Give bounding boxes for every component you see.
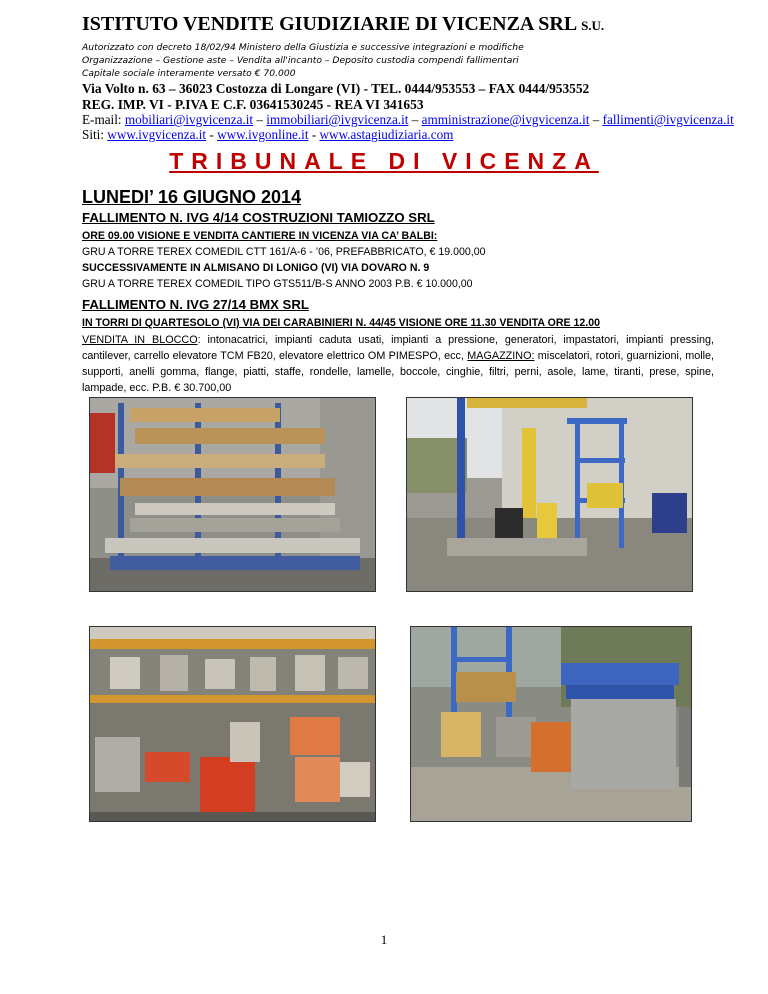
block-sale-items: : intonacatrici, impianti caduta usati, impianti a pressione, generatori, impastatori, impianti pressing, cantilever, carrello elevatore TCM FB20, elevatore elettrico OM PIMESPO, ecc, bbox=[82, 334, 714, 363]
lot1-title: FALLIMENTO N. IVG 4/14 COSTRUZIONI TAMIOZZO SRL bbox=[82, 210, 435, 225]
warehouse-label: MAGAZZINO: bbox=[467, 350, 535, 363]
capital-line: Capitale sociale interamente versato € 70.000 bbox=[82, 68, 296, 79]
block-sale-label: VENDITA IN BLOCCO bbox=[82, 334, 198, 346]
photo-outdoor-pallets bbox=[410, 626, 692, 822]
registry-line: REG. IMP. VI - P.IVA E C.F. 03641530245 - REA VI 341653 bbox=[82, 97, 424, 112]
photo-outdoor-pallets-image bbox=[411, 627, 691, 821]
site-separator: - bbox=[308, 127, 320, 142]
court-heading-text: TRIBUNALE DI VICENZA bbox=[169, 148, 599, 174]
lot2-title: FALLIMENTO N. IVG 27/14 BMX SRL bbox=[82, 297, 309, 312]
lot2-location: IN TORRI DI QUARTESOLO (VI) VIA DEI CARABINIERI N. 44/45 VISIONE ORE 11.30 VENDITA ORE 12.00 bbox=[82, 317, 601, 329]
site-link-ivgvicenza[interactable]: www.ivgvicenza.it bbox=[107, 127, 207, 142]
email-link-mobiliari[interactable]: mobiliari@ivgvicenza.it bbox=[124, 112, 254, 127]
site-link-astagiudiziaria[interactable]: www.astagiudiziaria.com bbox=[319, 127, 454, 142]
lot2-description bbox=[82, 332, 714, 396]
sites-line bbox=[82, 127, 453, 143]
photo-cantilever-racks bbox=[89, 397, 376, 592]
lot1-second-location: SUCCESSIVAMENTE IN ALMISANO DI LONIGO (VI) VIA DOVARO N. 9 bbox=[82, 262, 430, 274]
address-line: Via Volto n. 63 – 36023 Costozza di Longare (VI) - TEL. 0444/953553 – FAX 0444/953552 bbox=[82, 81, 590, 96]
email-link-amministrazione[interactable]: amministrazione@ivgvicenza.it bbox=[421, 112, 590, 127]
company-name-text: ISTITUTO VENDITE GIUDIZIARIE DI VICENZA SRL bbox=[82, 13, 577, 35]
page-number: 1 bbox=[380, 932, 388, 947]
photo-shelves-mixers bbox=[89, 626, 376, 822]
auction-date: LUNEDI’ 16 GIUGNO 2014 bbox=[82, 187, 302, 207]
email-link-fallimenti[interactable]: fallimenti@ivgvicenza.it bbox=[602, 112, 734, 127]
email-separator: – bbox=[253, 112, 267, 127]
email-line bbox=[82, 112, 734, 128]
lot1-visit-line: ORE 09.00 VISIONE E VENDITA CANTIERE IN VICENZA VIA CA’ BALBI: bbox=[82, 230, 438, 242]
email-separator: – bbox=[589, 112, 603, 127]
photo-cantilever-racks-image bbox=[90, 398, 375, 591]
warehouse-items: miscelatori, rotori, guarnizioni, molle, supporti, anelli gomma, flange, piatti, staffe, rondelle, lamelle, boccole, cinghie, filtri, perni, asole, lame, tiranti, prese, spine, lampade, ecc. P.B. € 30.700,00 bbox=[82, 350, 714, 395]
email-label: E-mail: bbox=[82, 112, 125, 127]
lot1-item2: GRU A TORRE TEREX COMEDIL TIPO GTS511/B-S ANNO 2003 P.B. € 10.000,00 bbox=[82, 278, 473, 290]
company-suffix: S.U. bbox=[581, 18, 605, 33]
email-separator: – bbox=[408, 112, 422, 127]
lot1-item1: GRU A TORRE TEREX COMEDIL CTT 161/A-6 - ’06, PREFABBRICATO, € 19.000,00 bbox=[82, 246, 486, 258]
photo-shelves-mixers-image bbox=[90, 627, 375, 821]
services-line: Organizzazione – Gestione aste – Vendita all'incanto – Deposito custodia compendi fallimentari bbox=[82, 55, 519, 66]
court-heading bbox=[0, 148, 768, 175]
company-name bbox=[82, 13, 604, 36]
site-link-ivgonline[interactable]: www.ivgonline.it bbox=[217, 127, 309, 142]
photo-yard-machinery bbox=[406, 397, 693, 592]
photo-yard-machinery-image bbox=[407, 398, 692, 591]
authorization-line: Autorizzato con decreto 18/02/94 Ministero della Giustizia e successive integrazioni e modifiche bbox=[82, 42, 524, 53]
sites-label: Siti: bbox=[82, 127, 108, 142]
site-separator: - bbox=[206, 127, 218, 142]
email-link-immobiliari[interactable]: immobiliari@ivgvicenza.it bbox=[266, 112, 409, 127]
